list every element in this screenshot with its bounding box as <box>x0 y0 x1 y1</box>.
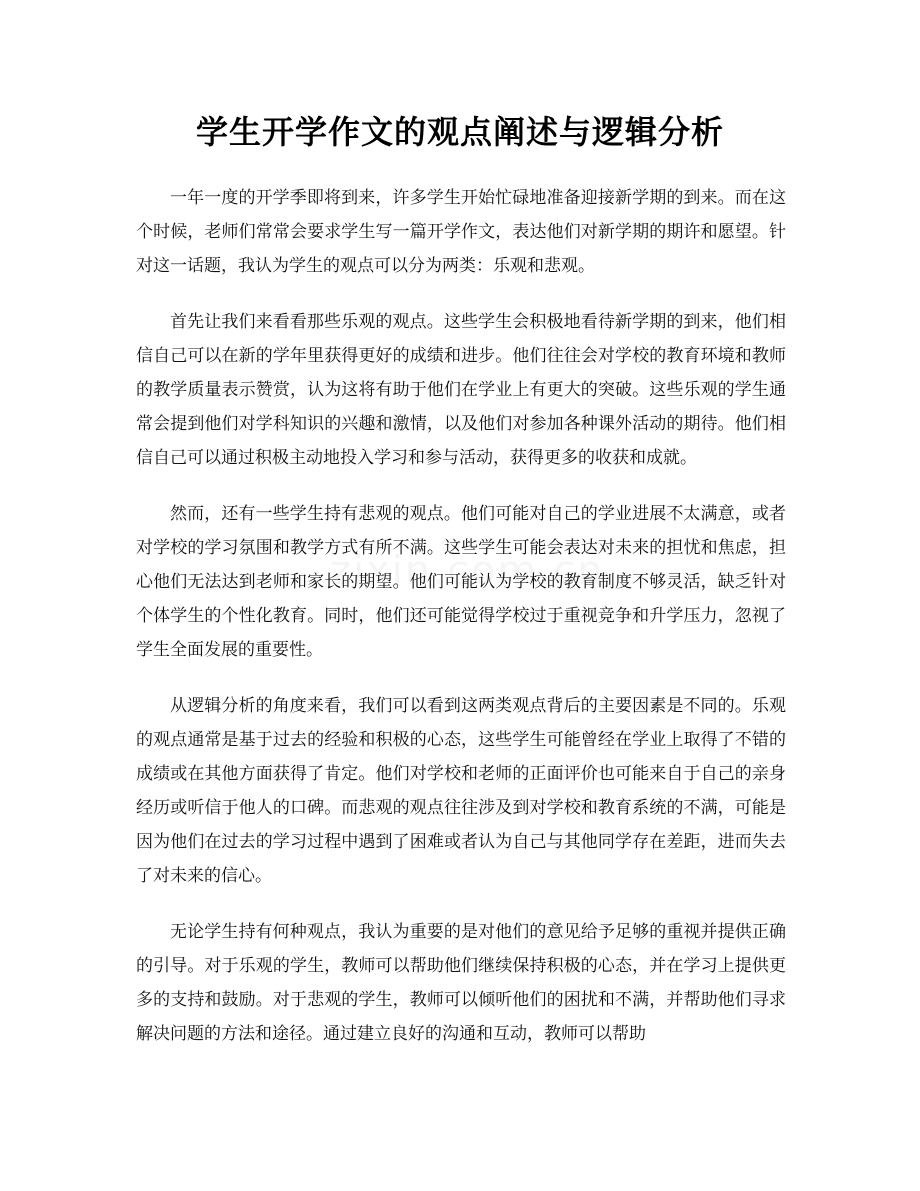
paragraph-2: 首先让我们来看看那些乐观的观点。这些学生会积极地看待新学期的到来，他们相信自己可以在新的学年里获得更好的成绩和进步。他们往往会对学校的教育环境和教师的教学质量表示赞赏，认为这将有助于他们在学业上有更大的突破。这些乐观的学生通常会提到他们对学科知识的兴趣和激情，以及他们对参加各种课外活动的期待。他们相信自己可以通过积极主动地投入学习和参与活动，获得更多的收获和成就。 <box>136 312 786 468</box>
paragraph-1: 一年一度的开学季即将到来，许多学生开始忙碌地准备迎接新学期的到来。而在这个时候，老师们常常会要求学生写一篇开学作文，表达他们对新学期的期许和愿望。针对这一话题，我认为学生的观点可以分为两类：乐观和悲观。 <box>136 188 786 276</box>
paragraph-4: 从逻辑分析的角度来看，我们可以看到这两类观点背后的主要因素是不同的。乐观的观点通常是基于过去的经验和积极的心态，这些学生可能曾经在学业上取得了不错的成绩或在其他方面获得了肯定。他们对学校和老师的正面评价也可能来自于自己的亲身经历或听信于他人的口碑。而悲观的观点往往涉及到对学校和教育系统的不满，可能是因为他们在过去的学习过程中遇到了困难或者认为自己与其他同学存在差距，进而失去了对未来的信心。 <box>136 696 786 886</box>
document-body <box>136 181 786 1073</box>
document-title: 学生开学作文的观点阐述与逻辑分析 <box>195 113 724 151</box>
paragraph-5: 无论学生持有何种观点，我认为重要的是对他们的意见给予足够的重视并提供正确的引导。对于乐观的学生，教师可以帮助他们继续保持积极的心态，并在学习上提供更多的支持和鼓励。对于悲观的学生，教师可以倾听他们的困扰和不满，并帮助他们寻求解决问题的方法和途径。通过建立良好的沟通和互动，教师可以帮助 <box>136 922 786 1044</box>
paragraph-3: 然而，还有一些学生持有悲观的观点。他们可能对自己的学业进展不太满意，或者对学校的学习氛围和教学方式有所不满。这些学生可能会表达对未来的担忧和焦虑，担心他们无法达到老师和家长的期望。他们可能认为学校的教育制度不够灵活，缺乏针对个体学生的个性化教育。同时，他们还可能觉得学校过于重视竞争和升学压力，忽视了学生全面发展的重要性。 <box>136 504 786 660</box>
